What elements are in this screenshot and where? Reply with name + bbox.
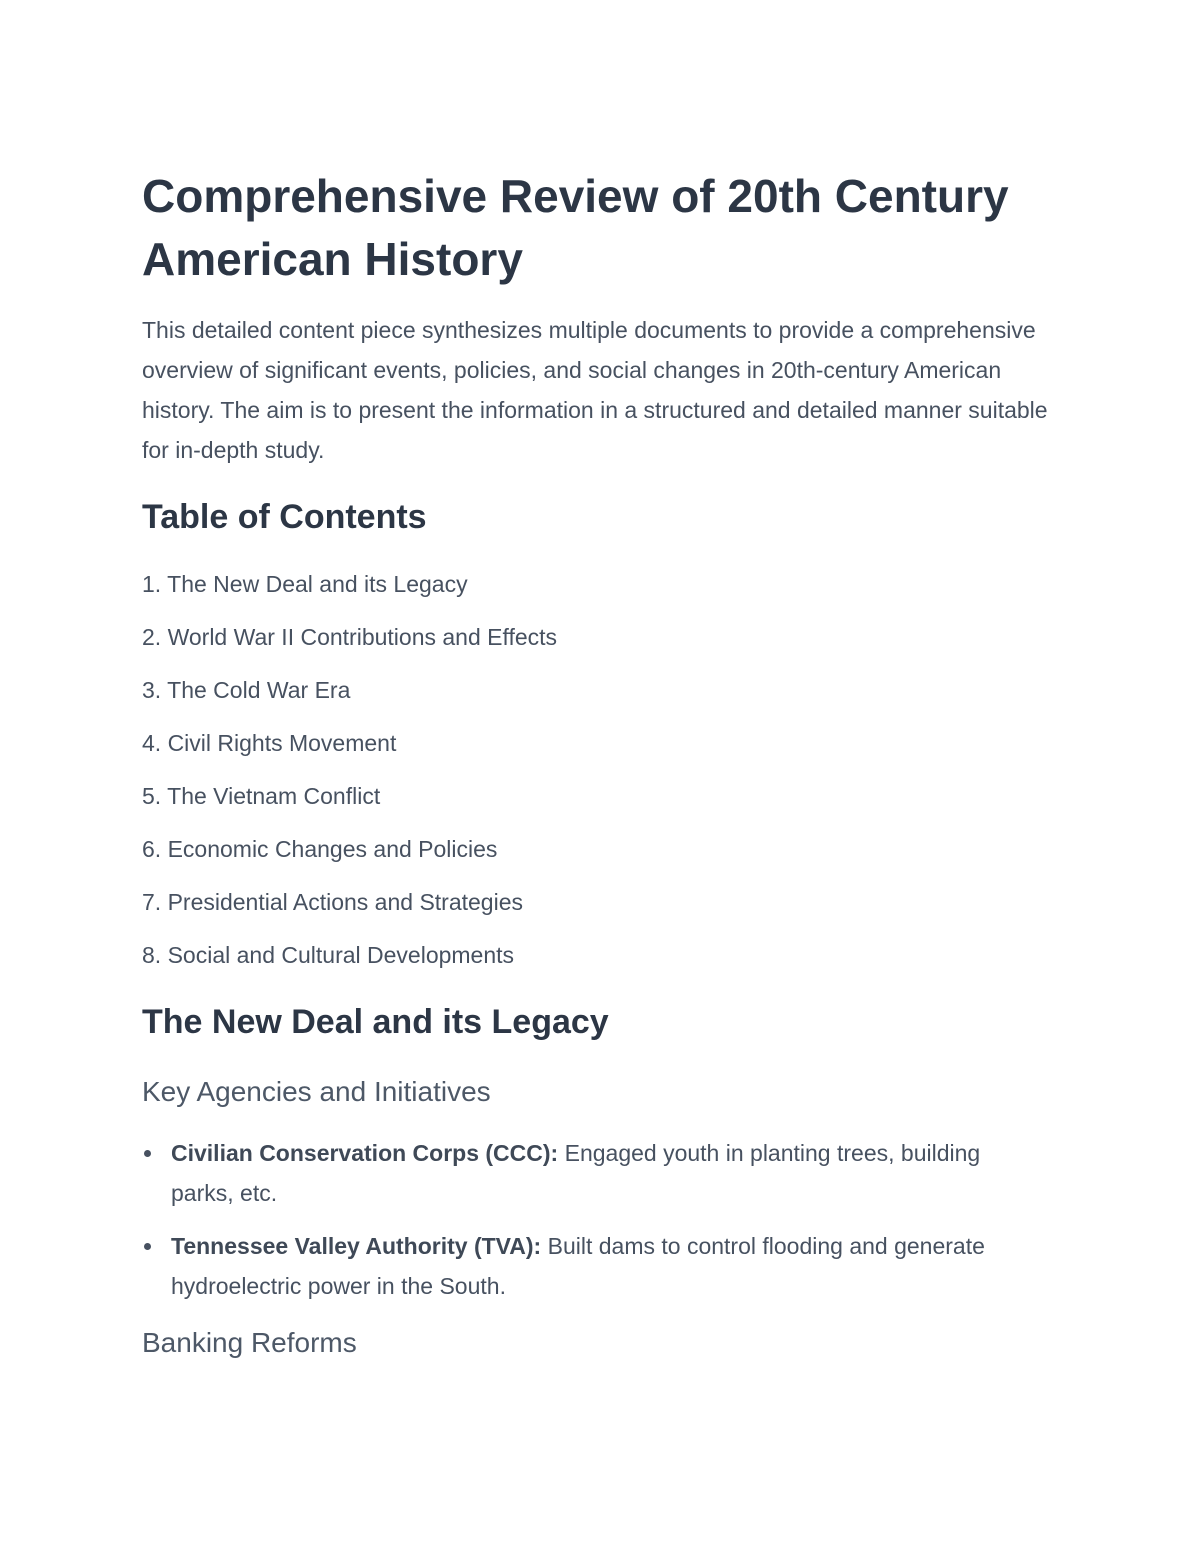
toc-item[interactable]: 6. Economic Changes and Policies [142, 836, 498, 862]
toc-item[interactable]: 1. The New Deal and its Legacy [142, 571, 468, 597]
term: Civilian Conservation Corps (CCC): [171, 1140, 559, 1166]
term: Tennessee Valley Authority (TVA): [171, 1233, 542, 1259]
agency-list [142, 1133, 1042, 1319]
toc-item[interactable]: 8. Social and Cultural Developments [142, 942, 515, 968]
subheading-key-agencies: Key Agencies and Initiatives [142, 1076, 491, 1107]
toc-item[interactable]: 3. The Cold War Era [142, 677, 351, 703]
intro-paragraph: This detailed content piece synthesizes multiple documents to provide a comprehensive overview of significant events, policies, and social changes in 20th-century American history. The aim is to present the information in a structured and detailed manner suitable for in-depth study. [142, 317, 1048, 463]
description: Built dams to control flooding and generate hydroelectric power in the South. [171, 1233, 985, 1299]
description: Engaged youth in planting trees, building parks, etc. [171, 1140, 981, 1206]
bullet-icon [144, 1243, 151, 1250]
page-title: Comprehensive Review of 20th Century American History [142, 170, 1009, 285]
list-item [142, 1226, 1042, 1306]
toc-item[interactable]: 4. Civil Rights Movement [142, 730, 397, 756]
toc-item[interactable]: 5. The Vietnam Conflict [142, 783, 381, 809]
subheading-banking-reforms: Banking Reforms [142, 1327, 357, 1358]
list-item [142, 1133, 1042, 1213]
section-heading-new-deal: The New Deal and its Legacy [142, 1003, 609, 1041]
toc-heading: Table of Contents [142, 498, 427, 536]
toc-item[interactable]: 2. World War II Contributions and Effects [142, 624, 558, 650]
toc-item[interactable]: 7. Presidential Actions and Strategies [142, 889, 524, 915]
bullet-icon [144, 1150, 151, 1157]
toc-list [142, 569, 557, 993]
